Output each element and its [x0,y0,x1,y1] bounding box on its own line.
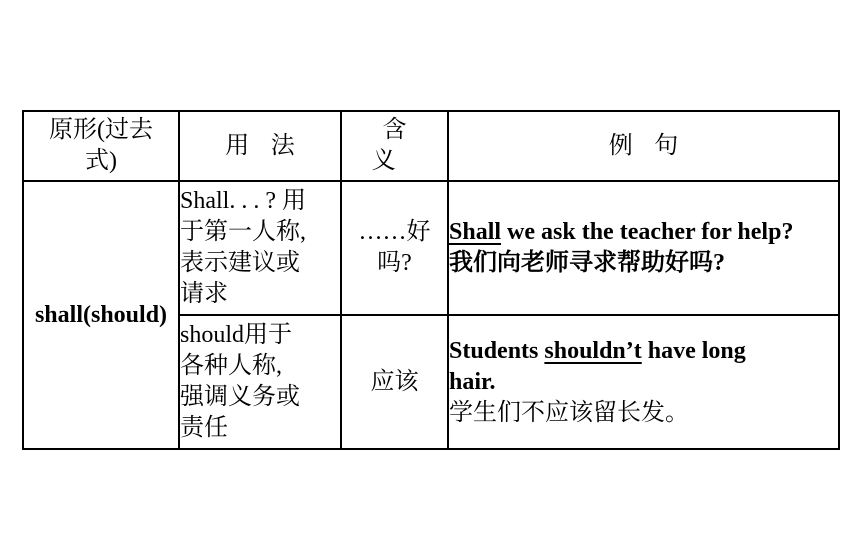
example-sentence-cn: 我们向老师寻求帮助好吗? [449,250,725,276]
meaning-cell: ……好 吗? [341,181,448,315]
header-meaning: 含义 [341,111,448,181]
underlined-word: Shall [449,219,502,245]
header-row [23,111,839,181]
example-sentence-en: Students shouldn’t have long [449,336,838,367]
header-example: 例句 [448,111,839,181]
verb-form-cell: shall(should) [23,181,179,449]
example-sentence-en: Shall we ask the teacher for help? [449,217,838,248]
meaning-cell: 应该 [341,315,448,449]
table-row [23,181,839,315]
grammar-table [22,110,840,450]
example-cell [448,181,839,315]
usage-cell: Shall. . . ? 用 于第一人称, 表示建议或 请求 [179,181,341,315]
usage-cell: should用于 各种人称, 强调义务或 责任 [179,315,341,449]
example-cell: Students shouldn’t have long hair. 学生们不应该留长发。 [448,315,839,449]
underlined-word: shouldn’t [544,337,642,364]
example-sentence-cn: 学生们不应该留长发。 [449,399,689,426]
header-usage: 用法 [179,111,341,181]
header-form: 原形(过去 式) [23,111,179,181]
